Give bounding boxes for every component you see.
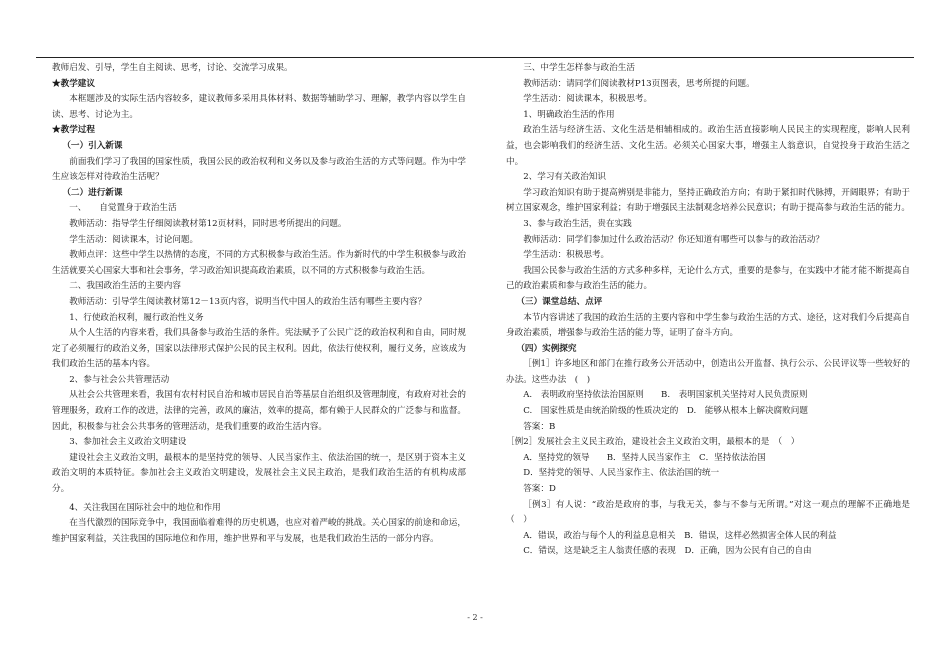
section1-text: 前面我们学习了我国的国家性质，我国公民的政治权利和义务以及参与政治生活的方式等问题。作为中学生应该怎样对待政治生活呢？ [52,156,466,183]
section3-heading: （三）课堂总结、点评 [516,296,603,307]
example3-options-cd: C．错误，这是缺乏主人翁责任感的表现 D．正确，因为公民有自己的自由 [523,546,812,557]
suggest-heading: ★教学建议 [52,78,95,89]
part3-2-title: 2、学习有关政治知识 [523,172,606,183]
example2-option-d: D．坚持党的领导、人民当家作主、依法治国的统一 [523,468,720,479]
example1-options-ab: A. 表明政府坚持依法治国原则 B. 表明国家机关坚持对人民负责原则 [523,390,808,401]
example2-question: ［例2］发展社会主义民主政治，建设社会主义政治文明，最根本的是 （ ） [506,437,800,448]
suggest-text: 本框题涉及的实际生活内容较多，建议教师多采用具体材料、数据等辅助学习、理解，教学内容以学生自读、思考、讨论为主。 [52,94,466,120]
part2-1-text: 从个人生活的内容来看，我们具备参与政治生活的条件。宪法赋予了公民广泛的政治权利和自由，同时规定了必须履行的政治义务，国家以法律形式保护公民的民主权利。因此，依法行使权利，履行义务，应该成为我们政治生活的基本内容。 [52,328,466,370]
section4-heading: （四）实例探究 [516,343,577,354]
example2-answer: 答案：D [523,484,556,495]
example2-options-abc: A．坚持党的领导 B．坚持人民当家作主 C．坚持依法治国 [523,452,766,463]
part3-1-title: 1、明确政治生活的作用 [523,109,615,120]
part1-title: 一、 自觉置身于政治生活 [69,203,177,214]
part2-2-title: 2、参与社会公共管理活动 [69,374,170,385]
part3-title: 三、中学生怎样参与政治生活 [523,63,635,73]
part2-4-text: 在当代激烈的国际竞争中，我国面临着难得的历史机遇，也应对着严峻的挑战。关心国家的前途和命运，维护国家利益，关注我国的国际地位和作用，维护世界和平与发展，也是我们政治生活的一部分内容。 [52,518,466,544]
example3-question: ［例3］有人说：“政治是政府的事，与我无关，参与不参与无所谓。”对这一观点的理解不正确地是（ ） [506,499,910,526]
part3-1-text: 政治生活与经济生活、文化生活是相辅相成的。政治生活直接影响人民民主的实现程度，影响人民利益，也会影响我们的经济生活、文化生活。必须关心国家大事，增强主人翁意识，自觉投身于政治生活之中。 [506,125,910,167]
page-number: - 2 - [467,613,483,622]
part2-3-title: 3、参加社会主义政治文明建设 [69,437,187,448]
process-heading: ★教学过程 [52,125,95,136]
part2-title: 二、我国政治生活的主要内容 [69,281,181,292]
section1-heading: （一）引入新课 [62,140,123,151]
part2-teacher: 教师活动：引导学生阅读教材第12－13页内容，说明当代中国人的政治生活有哪些主要内容？ [69,296,427,307]
example1-answer: 答案：B [523,421,556,432]
section2-heading: （二）进行新课 [62,187,123,198]
part1-student: 学生活动：阅读课本，讨论问题。 [69,234,199,245]
part3-teacher: 教师活动：请同学们阅读教材P13页图表，思考所提的问题。 [523,78,755,89]
section3-text: 本节内容讲述了我国的政治生活的主要内容和中学生参与政治生活的方式、途径，这对我们今后提高自身政治素质，增强参与政治生活的能力等，证明了奋斗方向。 [506,312,910,339]
example1-options-cd: C. 国家性质是由统治阶级的性质决定的 D. 能够从根本上解决腐败问题 [523,406,808,417]
part3-student: 学生活动：阅读课本，积极思考。 [523,94,653,105]
part2-2-text: 从社会公共管理来看，我国有农村村民自治和城市居民自治等基层自治组织及管理制度，有政府对社会的管理服务，政府工作的改进，法律的完善，政风的廉洁，效率的提高，都有赖于人民群众的广泛参与和监督。因此，积极参与社会公共事务的管理活动，是我们重要的政治生活内容。 [52,390,466,432]
part2-4-title: 4、关注我国在国际社会中的地位和作用 [69,502,221,513]
part1-comment: 教师点评：这些中学生以热情的态度，不同的方式积极参与政治生活。作为新时代的中学生积极参与政治生活就要关心国家大事和社会事务，学习政治知识提高政治素质，以不同的方式积极参与政治生活。 [52,250,466,276]
example1-question: ［例1］许多地区和部门在推行政务公开活动中，创造出公开监督、执行公示、公民评议等一些较好的办法。这些办法 ( ) [506,359,910,385]
right-column [506,61,910,560]
example3-options-ab: A．错误，政治与每个人的利益息息相关 B．错误，这样必然损害全体人民的利益 [523,530,837,541]
left-column [52,61,466,547]
part3-3-title: 3、参与政治生活，贵在实践 [523,218,632,229]
part3-3-teacher: 教师活动：同学们参加过什么政治活动？你还知道有哪些可以参与的政治活动？ [523,234,824,245]
part2-1-title: 1、行使政治权利，履行政治性义务 [69,312,204,323]
part3-2-text: 学习政治知识有助于提高辨别是非能力，坚持正确政治方向；有助于紧扣时代脉搏，开阔眼界；有助于树立国家观念，维护国家利益；有助于增强民主法制观念培养公民意识；有助于提高参与政治生活的能力。 [506,187,910,214]
part1-teacher: 教师活动：指导学生仔细阅读教材第12页材料，同时思考所提出的问题。 [69,218,347,229]
part3-3-text: 我国公民参与政治生活的方式多种多样，无论什么方式，重要的是参与，在实践中才能才能不断提高自己的政治素质和参与政治生活的能力。 [506,265,910,292]
part3-3-student: 学生活动：积极思考。 [523,250,610,261]
intro-text: 教师启发、引导，学生自主阅读、思考，讨论、交流学习成果。 [52,63,293,73]
header-rule [36,57,914,58]
part2-3-text: 建设社会主义政治文明，最根本的是坚持党的领导、人民当家作主、依法治国的统一，是区别于资本主义政治文明的本质特征。参加社会主义政治文明建设，发展社会主义民主政治，是我们政治生活的有机构成部分。 [52,452,466,495]
